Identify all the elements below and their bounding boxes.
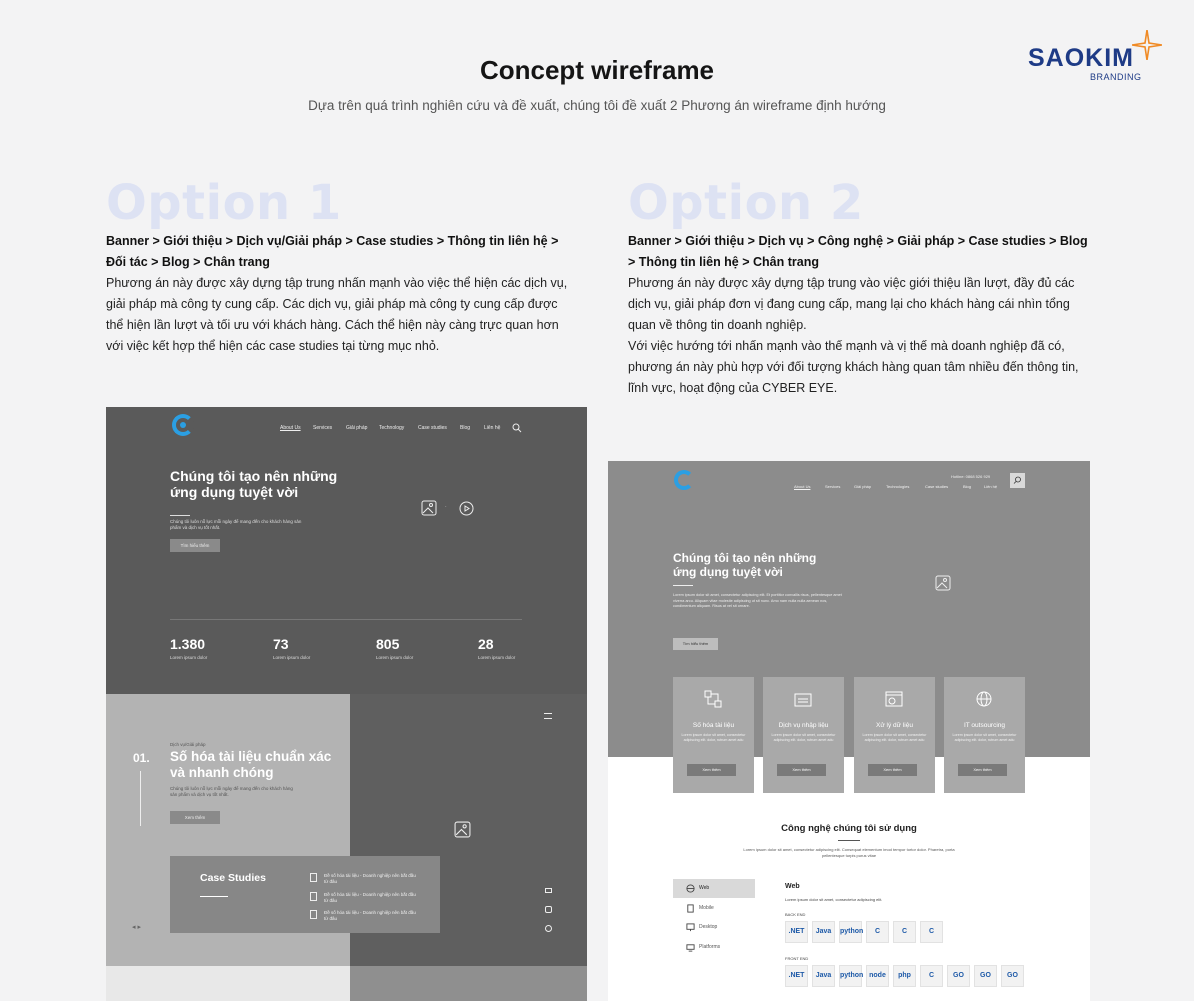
search-icon [1010,473,1025,488]
support-icon[interactable] [545,925,552,932]
tech-tab-mobile[interactable]: Mobile [699,905,714,911]
stat-value: 805 [376,636,400,652]
document-icon [310,873,317,882]
stat-label: Lorem ipsum dolor [273,655,311,660]
wf1-case-item[interactable]: Đề số hóa tài liệu - Doanh nghiệp nên bắt đầu từ đâu [324,892,416,903]
tech-logo: php [893,965,916,987]
wf2-logo-icon [674,470,694,490]
wf2-tech-title: Công nghệ chúng tôi sử dụng [781,823,917,834]
wf1-logo-dot [180,422,186,428]
option1-path: Banner > Giới thiệu > Dịch vụ/Giải pháp > Case studies > Thông tin liên hệ > Đối tác > Blog > Chân trang [106,234,559,269]
wf2-intro: Lorem ipsum dolor sit amet, consectetur adipiscing elit. Et porttitor convallis risus, pellentesque amet viverra arcu. Aliquam vitae molestie adipiscing ut sit nunc. Amo nam nulla nulla aenean nos, condimentum aliquam. Risus at vel sit ornare. [673,593,842,608]
brand-sub: BRANDING [1090,72,1142,82]
stat-label: Lorem ipsum dolor [170,655,208,660]
wf1-nav-blog[interactable]: Blog [460,425,471,431]
play-icon[interactable] [459,501,474,516]
service-card[interactable] [673,677,754,793]
tech-logo: C [920,965,943,987]
service-card[interactable] [763,677,844,793]
wf1-service-timeline [140,771,141,826]
stat-value: 28 [478,636,494,652]
tech-logo: GO [1001,965,1024,987]
phone-icon[interactable] [545,906,552,913]
desktop-icon [686,923,695,932]
tech-logo: GO [974,965,997,987]
platform-icon [686,943,695,952]
tech-logo: C [893,921,916,943]
wf2-nav-technologies[interactable]: Technologies [886,484,910,489]
tech-logo: python [839,965,862,987]
tech-tab-web[interactable]: Web [673,879,755,898]
option2-title: Option 2 [628,175,864,231]
tech-logo: Java [812,921,835,943]
image-icon [935,575,951,591]
image-icon [421,500,437,516]
wf1-divider [170,515,190,516]
wf2-tech-divider [838,840,860,841]
data-processing-icon [884,689,904,709]
star-icon [1132,30,1162,60]
wf1-service-text: Chúng tôi luôn nỗ lực mỗi ngày để mang đến cho khách hàng sản phẩm và dịch vụ tốt nhất. [170,786,293,797]
mobile-icon [686,904,695,913]
service-card-text: Lorem ipsum dolor sit amet, consectetur adipiscing elit. dolor, rutrum amet adu [952,733,1017,742]
option2-path: Banner > Giới thiệu > Dịch vụ > Công nghệ > Giải pháp > Case studies > Blog > Thông tin liên hệ > Chân trang [628,234,1088,269]
wf1-nav-about[interactable]: About Us [280,425,301,431]
tech-logo: node [866,965,889,987]
service-card-button[interactable]: Xem thêm [868,764,917,776]
wf2-nav-blog[interactable]: Blog [963,484,972,489]
menu-icon[interactable] [544,713,552,719]
wf1-nav-giaiphap[interactable]: Giải pháp [346,425,368,431]
stat-value: 1.380 [170,636,206,652]
arrow-right-icon[interactable] [200,896,228,897]
wf1-service-number: 01. [133,751,150,765]
globe-icon [686,884,695,893]
wf2-learn-more-button[interactable]: Tìm hiểu thêm [673,638,718,650]
service-card[interactable] [854,677,935,793]
wf1-headline: Chúng tôi tạo nên những ứng dụng tuyệt vời [170,468,338,500]
wf1-nav-technology[interactable]: Technology [379,425,405,431]
option1-title: Option 1 [106,175,342,231]
wf1-learn-more-button[interactable]: Tìm hiểu thêm [170,539,220,552]
service-card-title: IT outsourcing [963,722,1006,729]
carousel-arrows-icon[interactable]: ◂ ▸ [132,924,141,931]
tech-logo: .NET [785,965,808,987]
wf1-nav-services[interactable]: Services [313,425,333,431]
service-card-text: Lorem ipsum dolor sit amet, consectetur adipiscing elit. dolor, rutrum amet adu [862,733,927,742]
service-card-button[interactable]: Xem thêm [687,764,736,776]
tech-tab-desktop[interactable]: Desktop [699,924,718,930]
mail-icon[interactable] [545,888,552,893]
tech-logo: C [920,921,943,943]
wf2-headline: Chúng tôi tạo nên những ứng dụng tuyệt vời [673,551,817,579]
wireframe-option1 [106,407,587,1001]
wf1-nav-lienhe[interactable]: Liên hệ [484,425,501,431]
wf2-nav-giaiphap[interactable]: Giải pháp [854,484,872,489]
page-title: Concept wireframe [479,55,715,85]
wf1-case-item[interactable]: Đề số hóa tài liệu - Doanh nghiệp nên bắt đầu từ đâu [324,873,416,884]
wf1-service-title: Số hóa tài liệu chuẩn xác và nhanh chóng [170,749,332,780]
backend-label: BACK END [785,912,806,917]
wf1-nav-casestudies[interactable]: Case studies [418,425,447,431]
tech-logo: .NET [785,921,808,943]
service-card[interactable] [944,677,1025,793]
brand-logo [1028,30,1163,82]
document-icon [310,892,317,901]
wireframe-option2 [608,461,1090,1001]
option1-description: Phương án này được xây dựng tập trung nhấn mạnh vào việc thể hiện các dịch vụ, giải pháp mà công ty cung cấp. Các dịch vụ, giải pháp mà công ty cung cấp được thể hiện lần lượt và tối ưu với khách hàng. Cách thể hiện này càng trực quan hơn với việc kết hợp thể hiện các case studies tại từng mục nhỏ. [106,276,568,353]
wf1-case-item[interactable]: Đề số hóa tài liệu - Doanh nghiệp nên bắt đầu từ đâu [324,910,416,921]
wf2-nav-lienhe[interactable]: Liên hệ [984,484,998,489]
wf2-search-button[interactable] [1010,473,1025,488]
option2-description-1: Phương án này được xây dựng tập trung vào việc giới thiệu lần lượt, đầy đủ các dịch vụ, giải pháp đơn vị đang cung cấp, mang lại cho khách hàng cái nhìn tổng quan về thông tin doanh nghiệp. [628,276,1075,332]
wf1-intro: Chúng tôi luôn nỗ lực mỗi ngày để mang đến cho khách hàng sản phẩm và dịch vụ tốt nhất. [170,519,302,530]
service-card-text: Lorem ipsum dolor sit amet, consectetur adipiscing elit. dolor, rutrum amet adu [771,733,836,742]
service-card-title: Xử lý dữ liệu [876,722,913,729]
network-icon [703,689,723,709]
image-icon [454,821,471,838]
tech-logo: python [839,921,862,943]
wf1-bottom-right [350,966,587,1001]
wf2-nav-about[interactable]: About Us [794,484,811,489]
wf1-bottom-left [106,966,350,1001]
wf1-stats-line [170,619,522,620]
stat-label: Lorem ipsum dolor [478,655,516,660]
wf1-service-button[interactable]: Xem thêm [170,811,220,824]
wf1-service-tag: Dịch vụ/Giải pháp [170,742,206,747]
frontend-label: FRONT END [785,956,809,961]
tech-panel-text: Lorem ipsum dolor sit amet, consectetur adipiscing elit. [785,897,883,902]
stat-label: Lorem ipsum dolor [376,655,414,660]
option2-description-2: Với việc hướng tới nhấn mạnh vào thế mạnh và vị thế mà doanh nghiệp đã có, phương án này phù hợp với đối tượng khách hàng quan tâm nhiều đến thông tin, lĩnh vực, hoạt động của CYBER EYE. [628,339,1079,395]
search-icon[interactable] [512,423,522,433]
stat-value: 73 [273,636,289,652]
wf1-case-title: Case Studies [200,872,266,884]
globe-icon [974,689,994,709]
or-separator: · [445,504,447,510]
wf2-divider [673,585,693,586]
document-icon [310,910,317,919]
brand-name: SAOKIM [1028,44,1134,72]
page-subtitle: Dựa trên quá trình nghiên cứu và đề xuất, chúng tôi đề xuất 2 Phương án wireframe định hướng [308,98,886,113]
service-card-button[interactable]: Xem thêm [958,764,1007,776]
wf2-tech-text: Lorem ipsum dolor sit amet, consectetur adipiscing elit. Consequat elementum imod tempor tortor dolor. Pharetra, porta pellentesque turpis purus vitae [743,847,955,858]
service-card-text: Lorem ipsum dolor sit amet, consectetur adipiscing elit. dolor, rutrum amet adu [681,733,746,742]
tech-logo: C [866,921,889,943]
keyboard-icon [793,689,813,709]
tech-tab-platforms[interactable]: Platforms [699,944,721,950]
wf1-case-studies-box [170,856,440,933]
service-card-title: Số hóa tài liệu [692,722,735,729]
tech-panel-title: Web [785,883,800,890]
wf2-nav-services[interactable]: Services [825,484,841,489]
wf2-hotline: Hotline: 0868 526 929 [951,474,991,479]
tech-logo: Java [812,965,835,987]
service-card-button[interactable]: Xem thêm [777,764,826,776]
service-card-title: Dịch vụ nhập liệu [778,722,829,729]
wf2-nav-casestudies[interactable]: Case studies [925,484,949,489]
tech-logo: GO [947,965,970,987]
